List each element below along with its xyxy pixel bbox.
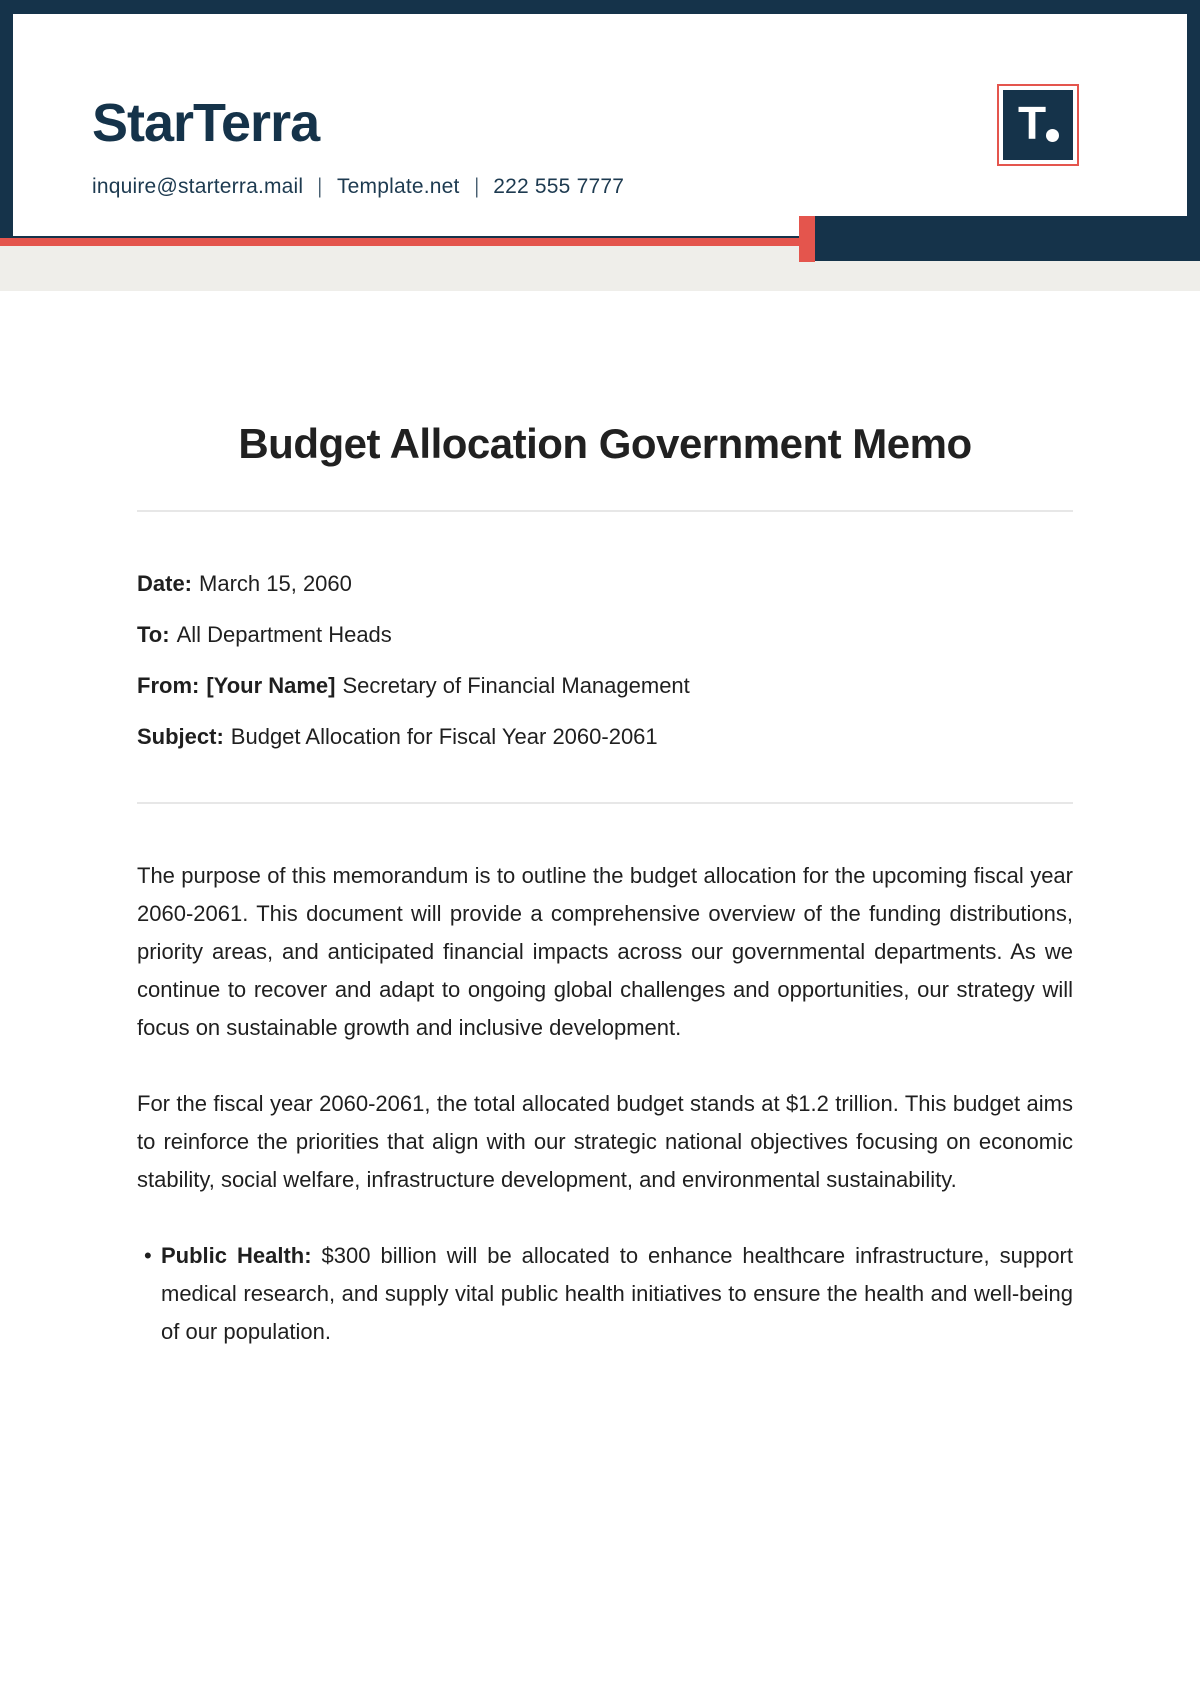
memo-paragraph-2: For the fiscal year 2060-2061, the total allocated budget stands at $1.2 trillion. This budget aims to reinforce the priorities that align with our strategic national objectives focusing on economic stability, social welfare, infrastructure development, and environmental sustainability. [137,1091,1073,1193]
contact-website: Template.net [336,175,460,198]
contact-phone: 222 555 7777 [493,175,625,198]
bullet-dot-icon: • [144,1243,152,1269]
meta-row-to [137,609,1073,660]
brand-name: StarTerra [92,93,320,153]
contact-separator: | [474,175,479,198]
bullet-item-public-health [144,1237,1073,1351]
meta-label: Subject: [137,724,224,750]
meta-value: All Department Heads [176,622,392,648]
memo-meta-fields [137,558,1073,762]
meta-value: March 15, 2060 [199,571,352,597]
template-logo [997,84,1079,166]
meta-value: Secretary of Financial Management [342,673,690,699]
logo-dot-icon [1046,129,1059,142]
meta-emphasis: [Your Name] [206,673,336,699]
accent-block-navy [815,216,1200,261]
memo-title: Budget Allocation Government Memo [238,420,972,467]
memo-paragraph-1: The purpose of this memorandum is to outline the budget allocation for the upcoming fiscal year 2060-2061. This document will provide a comprehensive overview of the funding distributions, priority areas, and anticipated financial impacts across our governmental departments. As we continue to recover and adapt to ongoing global challenges and opportunities, our strategy will focus on sustainable growth and inclusive development. [137,863,1073,1041]
memo-content [0,420,1200,1351]
meta-row-date [137,558,1073,609]
meta-row-subject [137,711,1073,762]
template-logo-square [1003,90,1073,160]
meta-row-from [137,660,1073,711]
divider-bottom [137,802,1073,804]
meta-value: Budget Allocation for Fiscal Year 2060-2061 [230,724,658,750]
header-inner-panel [13,14,1187,236]
meta-label: Date: [137,571,193,597]
meta-label: To: [137,622,170,648]
bullet-text: $300 billion will be allocated to enhance healthcare infrastructure, support medical research, and supply vital public health initiatives to ensure the health and well-being of our population. [161,1243,1073,1345]
allocation-bullet-list [137,1237,1073,1351]
meta-label: From: [137,673,200,699]
accent-tab-red [799,216,815,262]
divider-top [137,510,1073,512]
accent-stripe-red [0,238,815,246]
logo-letter: T [1017,97,1047,149]
brand-contact-line [92,172,624,201]
letterhead [0,0,1200,291]
bullet-label: Public Health: [161,1243,312,1269]
contact-email: inquire@starterra.mail [92,175,304,198]
contact-separator: | [318,175,323,198]
